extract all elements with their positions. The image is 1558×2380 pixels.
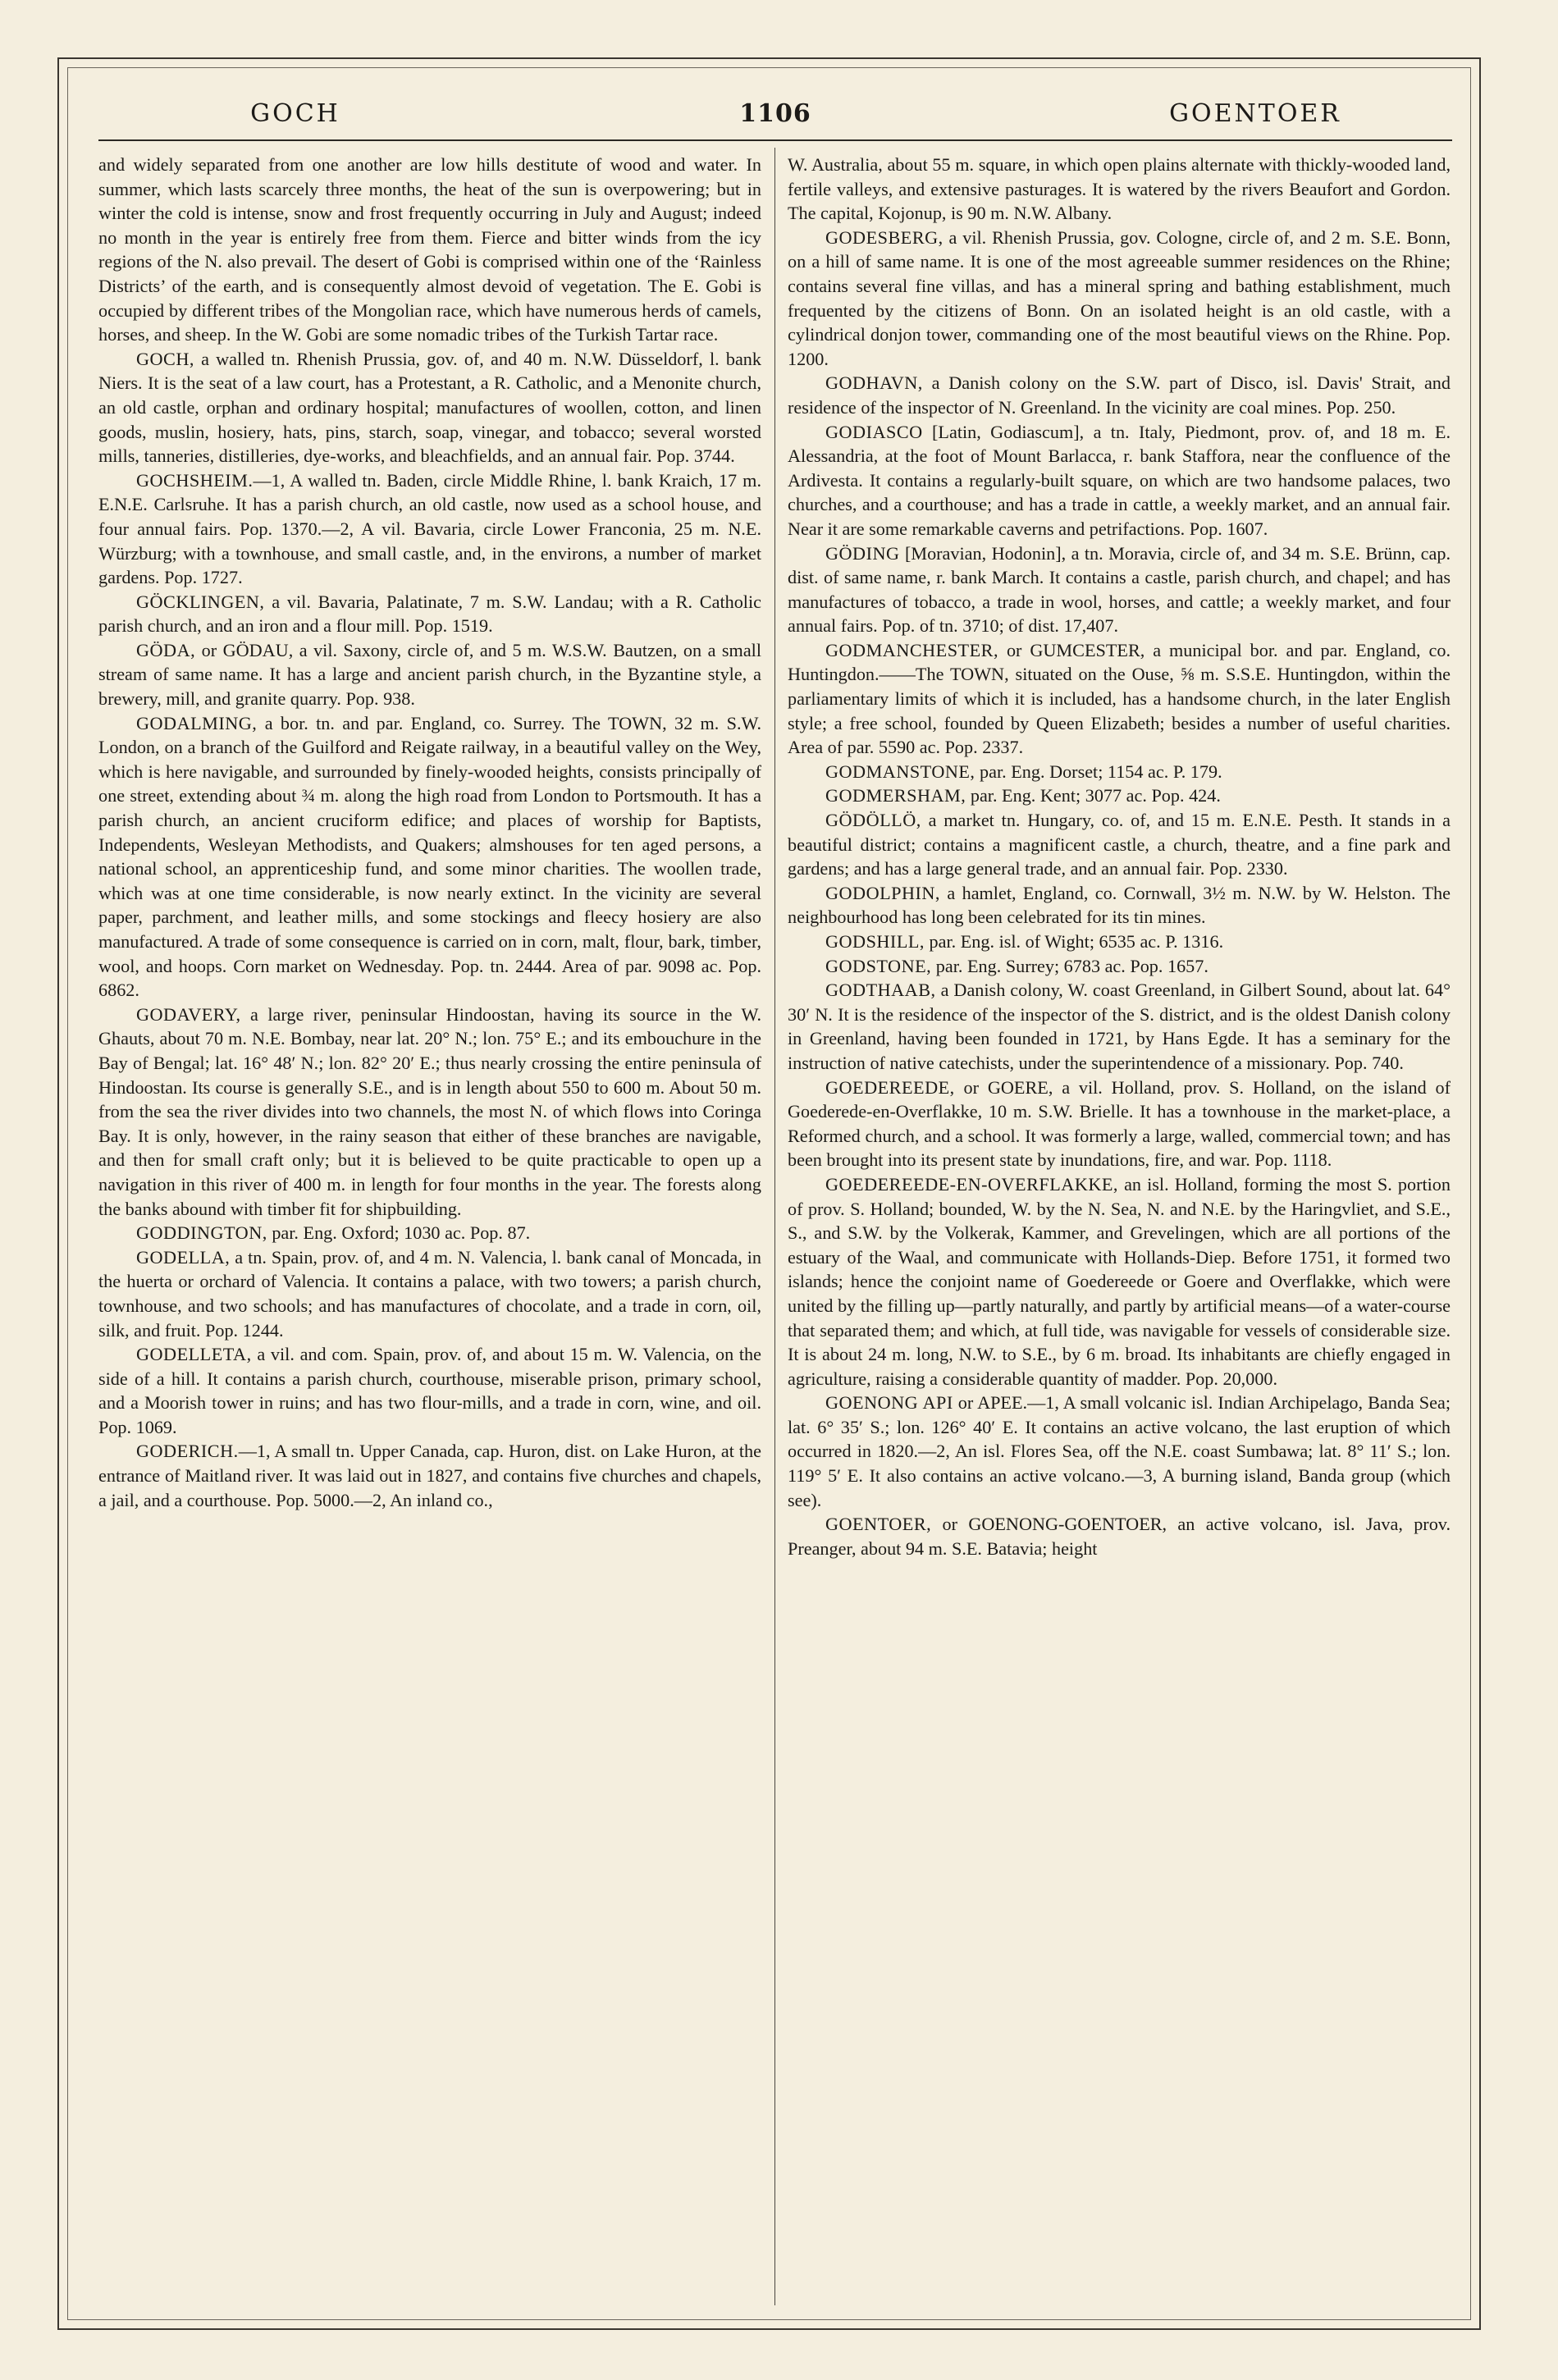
- entry-headword: GODELLETA,: [136, 1344, 252, 1365]
- entry-text: par. Eng. Surrey; 6783 ac. Pop. 1657.: [931, 955, 1208, 976]
- column-divider: [774, 148, 775, 2305]
- entry-text: a large river, peninsular Hindoostan, having its source in the W. Ghauts, about 70 m. N.E. Bombay, near lat. 20° N.; lon. 75° E.; and its embouchure in the Bay of Bengal; lat. 16° 48′ N.; lon. 82° 20′ E.; thus nearly crossing the entire peninsula of Hindoostan. Its course is generally S.E., and is in length about 550 to 600 m. About 50 m. from the sea the river divides into two channels, the most N. of which flows into Coringa Bay. It is only, however, in the rainy season that either of these branches are navigable, and then for small craft only; but it is believed to be quite practicable to open up a navigation in this river of 400 m. in length for four months in the year. The forests along the banks abound with timber fit for shipbuilding.: [98, 1003, 761, 1219]
- entry: [98, 347, 761, 468]
- entry-text: a walled tn. Rhenish Prussia, gov. of, and 40 m. N.W. Düsseldorf, l. bank Niers. It is the seat of a law court, has a Protestant, a R. Catholic, and a Menonite church, an old castle, orphan and ordinary hospital; manufactures of woollen, cotton, and linen goods, muslin, hosiery, hats, pins, starch, soap, vinegar, and tobacco; several worsted mills, tanneries, distilleries, dye-works, and bleachfields, and an annual fair. Pop. 3744.: [98, 348, 761, 467]
- entry: [788, 1172, 1451, 1391]
- page-number: 1106: [739, 98, 811, 128]
- entry-headword: GODIASCO: [825, 421, 923, 442]
- header-rule: [98, 139, 1452, 141]
- entry: [788, 978, 1451, 1075]
- entry-headword: GODTHAAB,: [825, 980, 936, 1001]
- entry: [788, 1391, 1451, 1512]
- entry-text: a Danish colony on the S.W. part of Disco, isl. Davis' Strait, and residence of the inspector of N. Greenland. In the vicinity are coal mines. Pop. 250.: [788, 372, 1451, 418]
- entry: [788, 760, 1451, 784]
- entry-headword: GODESBERG,: [825, 226, 943, 248]
- entry: [788, 930, 1451, 954]
- entry-headword: GOCH,: [136, 348, 194, 369]
- entry-text: par. Eng. isl. of Wight; 6535 ac. P. 1316.: [924, 931, 1224, 952]
- entry-text: and widely separated from one another are low hills destitute of wood and water. In summer, which lasts scarcely three months, the heat of the sun is overpowering; but in winter the cold is intense, snow and frost frequently occurring in July and August; indeed no month in the year is entirely free from them. Fierce and bitter winds from the icy regions of the N. also prevail. The desert of Gobi is comprised within one of the ‘Rainless Districts’ of the earth, and is consequently almost devoid of vegetation. The E. Gobi is occupied by different tribes of the Mongolian race, which have numerous herds of camels, horses, and sheep. In the W. Gobi are some nomadic tribes of the Turkish Tartar race.: [98, 154, 761, 345]
- entry: [98, 1245, 761, 1342]
- entry-headword: GODELLA,: [136, 1246, 231, 1268]
- entry-headword: GODDINGTON,: [136, 1222, 267, 1244]
- entry-headword: GODMANSTONE,: [825, 761, 975, 782]
- entry-headword: GOENTOER,: [825, 1514, 932, 1535]
- entry-text: [Moravian, Hodonin], a tn. Moravia, circle of, and 34 m. S.E. Brünn, cap. dist. of same name, r. bank March. It contains a castle, parish church, and chapel; and has manufactures of tobacco, a trade in wool, horses, and cattle; a weekly market, and four annual fairs. Pop. of tn. 3710; of dist. 17,407.: [788, 542, 1451, 637]
- entry-headword: GODHAVN,: [825, 372, 923, 394]
- entry-text: an isl. Holland, forming the most S. portion of prov. S. Holland; bounded, W. by the N. Sea, N. and N.E. by the Haringvliet, and S.E., S., and S.W. by the Volkerak, Kammer, and Grevelingen, which are all portions of the estuary of the Waal, and communicate with Hollands-Diep. Before 1751, it formed two islands; hence the conjoint name of Goedereede or Goere and Overflakke, which were united by the filling up—partly naturally, and partly by artificial means—of a water-course that separated them; and which, at full tide, was navigable for vessels of considerable size. It is about 24 m. long, N.W. to S.E., by 6 m. broad. Its inhabitants are chiefly engaged in agriculture, raising a considerable quantity of madder. Pop. 20,000.: [788, 1173, 1451, 1389]
- entry: [788, 153, 1451, 226]
- entry-headword: GODMERSHAM,: [825, 785, 966, 806]
- entry: [788, 881, 1451, 930]
- entry-headword: GOEDEREEDE-EN-OVERFLAKKE,: [825, 1173, 1118, 1195]
- entry-text: a vil. Rhenish Prussia, gov. Cologne, circle of, and 2 m. S.E. Bonn, on a hill of same name. It is one of the most agreeable summer residences on the Rhine; contains several fine villas, and has a mineral spring and bathing establishment, much frequented by the citizens of Bonn. On an isolated height is an old castle, with a cylindrical donjon tower, commanding one of the most beautiful views on the Rhine. Pop. 1200.: [788, 226, 1451, 369]
- entry: [788, 420, 1451, 541]
- entry-text: a tn. Spain, prov. of, and 4 m. N. Valencia, l. bank canal of Moncada, in the huerta or orchard of Valencia. It contains a palace, with two towers; a parish church, townhouse, and two schools; and has manufactures of chocolate, and a trade in corn, oil, silk, and fruit. Pop. 1244.: [98, 1246, 761, 1341]
- entry: [788, 371, 1451, 419]
- entry-text: par. Eng. Kent; 3077 ac. Pop. 424.: [966, 785, 1221, 806]
- entry-text: —1, A small tn. Upper Canada, cap. Huron, dist. on Lake Huron, at the entrance of Maitland river. It was laid out in 1827, and contains five churches and chapels, a jail, and a courthouse. Pop. 5000.—2, An inland co.,: [98, 1441, 761, 1510]
- entry-headword: GÖCKLINGEN,: [136, 591, 265, 612]
- entry-headword: GODAVERY,: [136, 1003, 241, 1025]
- entry: [98, 638, 761, 711]
- entry-text: or APEE.—1, A small volcanic isl. Indian Archipelago, Banda Sea; lat. 6° 35′ S.; lon. 126° 40′ E. It contains an active volcano, the last eruption of which occurred in 1820.—2, An isl. Flores Sea, off the N.E. coast Sumbawa; lat. 8° 11′ S.; lon. 119° 5′ E. It also contains an active volcano.—3, A burning island, Banda group (which see).: [788, 1392, 1451, 1510]
- entry: [98, 1439, 761, 1512]
- right-column: [788, 153, 1451, 2302]
- entry-headword: GÖDING: [825, 542, 900, 564]
- entry-headword: GÖDA,: [136, 639, 196, 660]
- entry: [788, 1076, 1451, 1172]
- entry: [98, 468, 761, 590]
- entry: [788, 783, 1451, 808]
- entry-text: or GOERE, a vil. Holland, prov. S. Holland, on the island of Goederede-en-Overflakke, 10 m. S.W. Brielle. It has a townhouse in the market-place, a Reformed church, and a school. It was formerly a large, walled, commercial town; and has been brought into its present state by inundations, fire, and war. Pop. 1118.: [788, 1076, 1451, 1171]
- entry-text: or GUMCESTER, a municipal bor. and par. England, co. Huntingdon.——The TOWN, situated on the Ouse, ⅝ m. S.S.E. Huntingdon, within the parliamentary limits of which it is included, has a handsome church, in the later English style; a free school, founded by Queen Elizabeth; besides a number of useful charities. Area of par. 5590 ac. Pop. 2337.: [788, 639, 1451, 758]
- entry: [98, 1342, 761, 1439]
- entry-text: or GOENONG-GOENTOER, an active volcano, isl. Java, prov. Preanger, about 94 m. S.E. Batavia; height: [788, 1514, 1451, 1559]
- entry-headword: GODALMING,: [136, 712, 258, 733]
- entry-headword: GODMANCHESTER,: [825, 639, 999, 660]
- entry-headword: GÖDÖLLÖ,: [825, 810, 921, 831]
- entry: [98, 711, 761, 1003]
- entry-headword: GODOLPHIN,: [825, 882, 940, 903]
- entry-text: a vil. and com. Spain, prov. of, and about 15 m. W. Valencia, on the side of a hill. It contains a parish church, courthouse, miserable prison, primary school, and a Moorish tower in ruins; and has two flour-mills, and a trade in corn, wine, and oil. Pop. 1069.: [98, 1344, 761, 1437]
- entry: [788, 638, 1451, 760]
- entry-text: W. Australia, about 55 m. square, in which open plains alternate with thickly-wooded land, fertile valleys, and extensive pasturages. It is watered by the rivers Beaufort and Gordon. The capital, Kojonup, is 90 m. N.W. Albany.: [788, 154, 1451, 224]
- entry: [788, 541, 1451, 638]
- entry-text: par. Eng. Dorset; 1154 ac. P. 179.: [975, 761, 1222, 782]
- entry: [788, 954, 1451, 979]
- entry-headword: GODSTONE,: [825, 955, 932, 976]
- entry-text: or GÖDAU, a vil. Saxony, circle of, and 5 m. W.S.W. Bautzen, on a small stream of same name. It has a large and ancient parish church, in the Byzantine style, a brewery, mill, and granite quarry. Pop. 938.: [98, 639, 761, 710]
- entry-text: a Danish colony, W. coast Greenland, in Gilbert Sound, about lat. 64° 30′ N. It is the residence of the inspector of the S. district, and is the oldest Danish colony in Greenland, having been founded in 1721, by Hans Egde. It has a seminary for the instruction of native catechists, under the superintendence of a missionary. Pop. 740.: [788, 980, 1451, 1073]
- entry-text: a hamlet, England, co. Cornwall, 3½ m. N.W. by W. Helston. The neighbourhood has long been celebrated for its tin mines.: [788, 882, 1451, 928]
- entry: [98, 153, 761, 347]
- entry-headword: GODSHILL,: [825, 931, 925, 952]
- entry: [788, 808, 1451, 881]
- entry: [98, 1003, 761, 1221]
- entry-text: a vil. Bavaria, Palatinate, 7 m. S.W. Landau; with a R. Catholic parish church, and an iron and a flour mill. Pop. 1519.: [98, 591, 761, 637]
- entry: [98, 1221, 761, 1245]
- entry: [788, 226, 1451, 372]
- header-left-guideword: GOCH: [250, 98, 340, 128]
- entry-text: a bor. tn. and par. England, co. Surrey. The TOWN, 32 m. S.W. London, on a branch of the Guilford and Reigate railway, in a beautiful valley on the Wey, which is here navigable, and surrounded by finely-wooded heights, consists principally of one street, extending about ¾ m. along the high road from London to Portsmouth. It has a parish church, an ancient cruciform edifice; and places of worship for Baptists, Independents, Wesleyan Methodists, and Quakers; almshouses for ten aged persons, a national school, an apprenticeship fund, and some minor charities. The woollen trade, which was at one time considerable, is now nearly extinct. In the vicinity are several paper, parchment, and leather mills, and some stockings and fleecy hosiery are also manufactured. A trade of some consequence is carried on in corn, malt, flour, bark, timber, wool, and hoops. Corn market on Wednesday. Pop. tn. 2444. Area of par. 9098 ac. Pop. 6862.: [98, 712, 761, 1001]
- entry-headword: GOCHSHEIM.: [136, 469, 254, 491]
- header-right-guideword: GOENTOER: [1169, 98, 1341, 128]
- running-header: [98, 92, 1452, 135]
- entry-text: —1, A walled tn. Baden, circle Middle Rhine, l. bank Kraich, 17 m. E.N.E. Carlsruhe. It has a parish church, an old castle, now used as a school house, and four annual fairs. Pop. 1370.—2, A vil. Bavaria, circle Lower Franconia, 25 m. N.E. Würzburg; with a townhouse, and small castle, and, in the environs, a number of market gardens. Pop. 1727.: [98, 469, 761, 588]
- entry-text: a market tn. Hungary, co. of, and 15 m. E.N.E. Pesth. It stands in a beautiful district; contains a magnificent castle, a church, theatre, and a fine park and gardens; and has a large general trade, and an annual fair. Pop. 2330.: [788, 810, 1451, 879]
- entry-headword: GOENONG API: [825, 1392, 953, 1414]
- left-column: [98, 153, 761, 2302]
- entry-headword: GOEDEREEDE,: [825, 1076, 955, 1098]
- entry: [788, 1512, 1451, 1560]
- entry: [98, 590, 761, 638]
- entry-headword: GODERICH.: [136, 1441, 239, 1462]
- entry-text: [Latin, Godiascum], a tn. Italy, Piedmont, prov. of, and 18 m. E. Alessandria, at the foot of Mount Barlacca, r. bank Staffora, near the confluence of the Ardivesta. It contains a regularly-built square, on which are two handsome palaces, two churches, and a courthouse; and has a trade in cattle, a weekly market, and an annual fair. Near it are some remarkable caverns and petrifactions. Pop. 1607.: [788, 421, 1451, 539]
- entry-text: par. Eng. Oxford; 1030 ac. Pop. 87.: [267, 1222, 531, 1244]
